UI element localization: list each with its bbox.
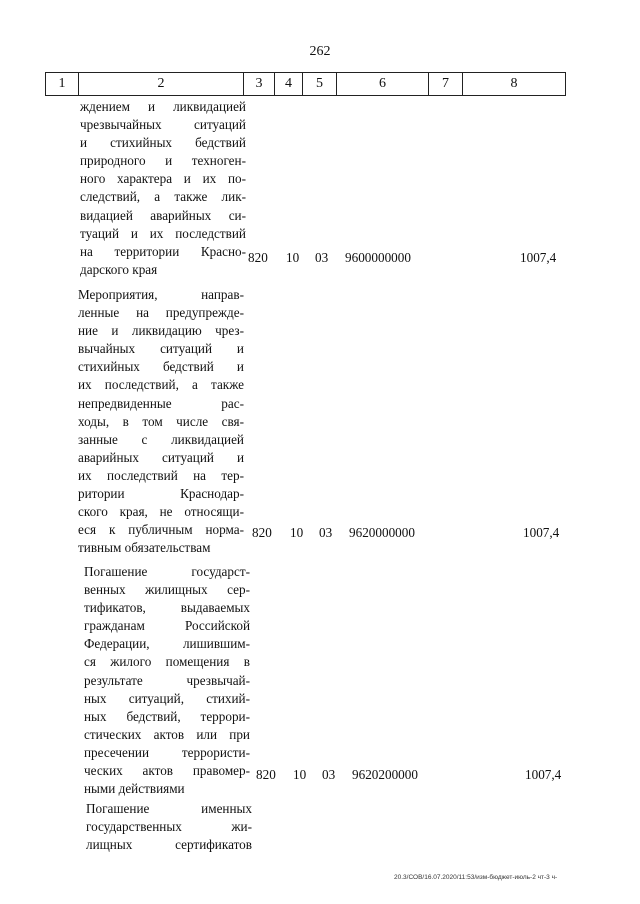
desc-line: гражданам Российской: [84, 618, 250, 634]
desc-line: Мероприятия, направ-: [78, 287, 244, 302]
cell-c5: 03: [322, 767, 336, 782]
cell-c4: 10: [286, 250, 300, 265]
row-description: [78, 286, 244, 557]
table-header: [45, 72, 566, 96]
desc-line: ческих актов правомер-: [84, 763, 250, 779]
desc-line: Погашение именных: [86, 801, 252, 816]
desc-line: на территории Красно-: [80, 243, 246, 259]
row-description: [84, 563, 250, 798]
cell-c3: 820: [248, 250, 268, 265]
cell-c3: 820: [252, 525, 272, 540]
desc-line: ных бедствий, террори-: [84, 708, 250, 724]
desc-line: туаций и их последствий: [80, 225, 246, 241]
row-description: [86, 800, 252, 854]
cell-c4: 10: [293, 767, 307, 782]
desc-line: их последствий на тер-: [78, 467, 244, 483]
col-header-2: 2: [78, 73, 243, 95]
cell-c6: 9600000000: [345, 250, 411, 265]
col-header-4: 4: [274, 73, 302, 95]
desc-line: стических актов или при: [84, 726, 250, 742]
desc-line: занные с ликвидацией: [78, 431, 244, 447]
desc-line: ленные на предупрежде-: [78, 305, 244, 321]
col-header-8: 8: [462, 73, 566, 95]
desc-line: Федерации, лишившим-: [84, 636, 250, 652]
cell-c8: 1007,4: [523, 525, 560, 540]
footer-filepath: 20.3/СОВ/16.07.2020/11:53/изм-бюджет-июль-2 чт-3 ч-: [394, 874, 558, 881]
page-number: 262: [309, 44, 331, 59]
desc-line: чрезвычайных ситуаций: [80, 117, 246, 133]
desc-line: и стихийных бедствий: [80, 135, 246, 151]
cell-c6: 9620000000: [349, 525, 415, 540]
desc-line: видацией аварийных си-: [80, 207, 246, 223]
col-header-5: 5: [302, 73, 336, 95]
desc-line: ритории Краснодар-: [78, 486, 244, 502]
desc-line: их последствий, а также: [78, 377, 244, 393]
desc-line: результате чрезвычай-: [84, 672, 250, 688]
col-header-7: 7: [428, 73, 462, 95]
desc-line: следствий, а также лик-: [80, 189, 246, 205]
col-header-6: 6: [336, 73, 428, 95]
desc-line: ных ситуаций, стихий-: [84, 690, 250, 706]
desc-line: ние и ликвидацию чрез-: [78, 323, 244, 339]
cell-c8: 1007,4: [520, 250, 557, 265]
cell-c3: 820: [256, 767, 276, 782]
desc-line: ходы, в том числе свя-: [78, 413, 244, 429]
desc-line: государственных жи-: [86, 819, 252, 835]
desc-line: непредвиденные рас-: [78, 395, 244, 411]
desc-line: ждением и ликвидацией: [80, 99, 246, 114]
desc-line: ными действиями: [84, 781, 185, 797]
desc-line: тификатов, выдаваемых: [84, 600, 250, 616]
desc-line: ся жилого помещения в: [84, 654, 250, 670]
desc-line: вычайных ситуаций и: [78, 341, 244, 357]
col-header-1: 1: [45, 73, 78, 95]
col-header-3: 3: [243, 73, 274, 95]
desc-line: ского края, не относящи-: [78, 504, 244, 520]
desc-line: стихийных бедствий и: [78, 359, 244, 375]
desc-line: Погашение государст-: [84, 564, 250, 579]
desc-line: аварийных ситуаций и: [78, 449, 244, 465]
cell-c5: 03: [315, 250, 329, 265]
cell-c4: 10: [290, 525, 304, 540]
cell-c6: 9620200000: [352, 767, 418, 782]
desc-line: ного характера и их по-: [80, 171, 246, 187]
cell-c8: 1007,4: [525, 767, 562, 782]
cell-c5: 03: [319, 525, 333, 540]
desc-line: природного и техноген-: [80, 153, 246, 169]
desc-line: пресечении террористи-: [84, 744, 250, 760]
desc-line: еся к публичным норма-: [78, 522, 244, 538]
desc-line: лищных сертификатов: [86, 837, 252, 853]
desc-line: венных жилищных сер-: [84, 582, 250, 598]
row-description: [80, 98, 246, 279]
desc-line: тивным обязательствам: [78, 540, 211, 556]
desc-line: дарского края: [80, 261, 158, 277]
